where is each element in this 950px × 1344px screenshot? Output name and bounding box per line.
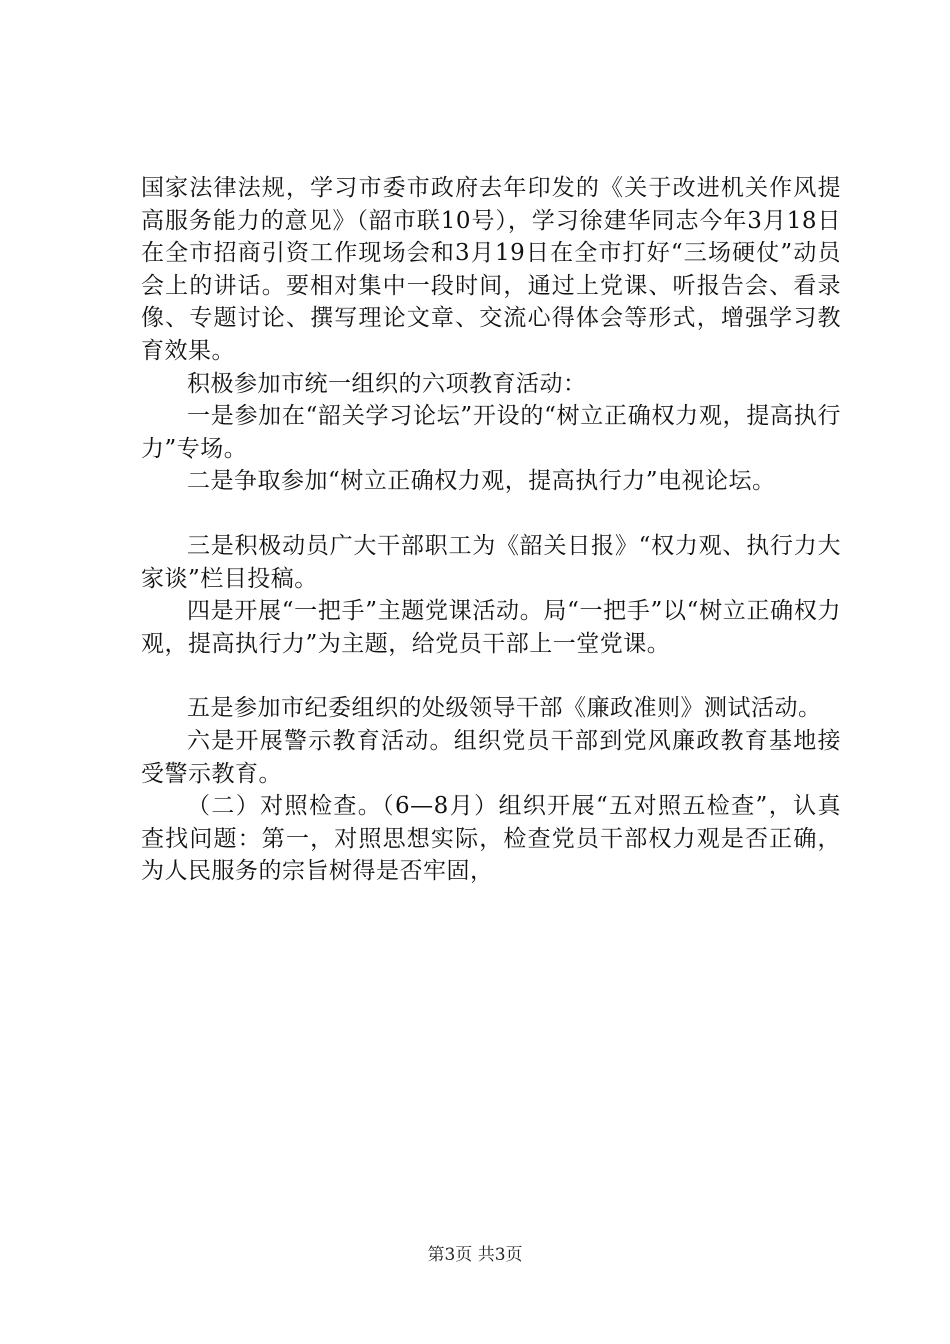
paragraph-activity-1: 一是参加在“韶关学习论坛”开设的“树立正确权力观，提高执行力”专场。	[141, 403, 841, 462]
paragraph-activity-4: 四是开展“一把手”主题党课活动。局“一把手”以“树立正确权力观，提高执行力”为主题，给党员干部上一堂党课。	[141, 598, 841, 657]
paragraph-activity-3: 三是积极动员广大干部职工为《韶关日报》“权力观、执行力大家谈”栏目投稿。	[141, 532, 841, 592]
paragraph-activity-6: 六是开展警示教育活动。组织党员干部到党风廉政教育基地接受警示教育。	[141, 727, 841, 787]
paragraph-activity-5: 五是参加市纪委组织的处级领导干部《廉政准则》测试活动。	[187, 695, 822, 722]
paragraph-activity-2: 二是争取参加“树立正确权力观，提高执行力”电视论坛。	[187, 468, 776, 495]
body-text	[141, 172, 841, 888]
paragraph-study-content: 国家法律法规，学习市委市政府去年印发的《关于改进机关作风提高服务能力的意见》（韶市联10号），学习徐建华同志今年3月18日在全市招商引资工作现场会和3月19日在全市打好“三场硬仗”动员会上的讲话。要相对集中一段时间，通过上党课、听报告会、看录像、专题讨论、撰写理论文章、交流心得体会等形式，增强学习教育效果。	[141, 175, 841, 364]
paragraph-comparison-check: （二）对照检查。（6—8月）组织开展“五对照五检查”，认真查找问题：第一，对照思想实际，检查党员干部权力观是否正确，为人民服务的宗旨树得是否牢固，	[141, 793, 841, 885]
page-footer: 第3页 共3页	[427, 1245, 523, 1265]
paragraph-six-activities-intro: 积极参加市统一组织的六项教育活动：	[187, 370, 587, 397]
